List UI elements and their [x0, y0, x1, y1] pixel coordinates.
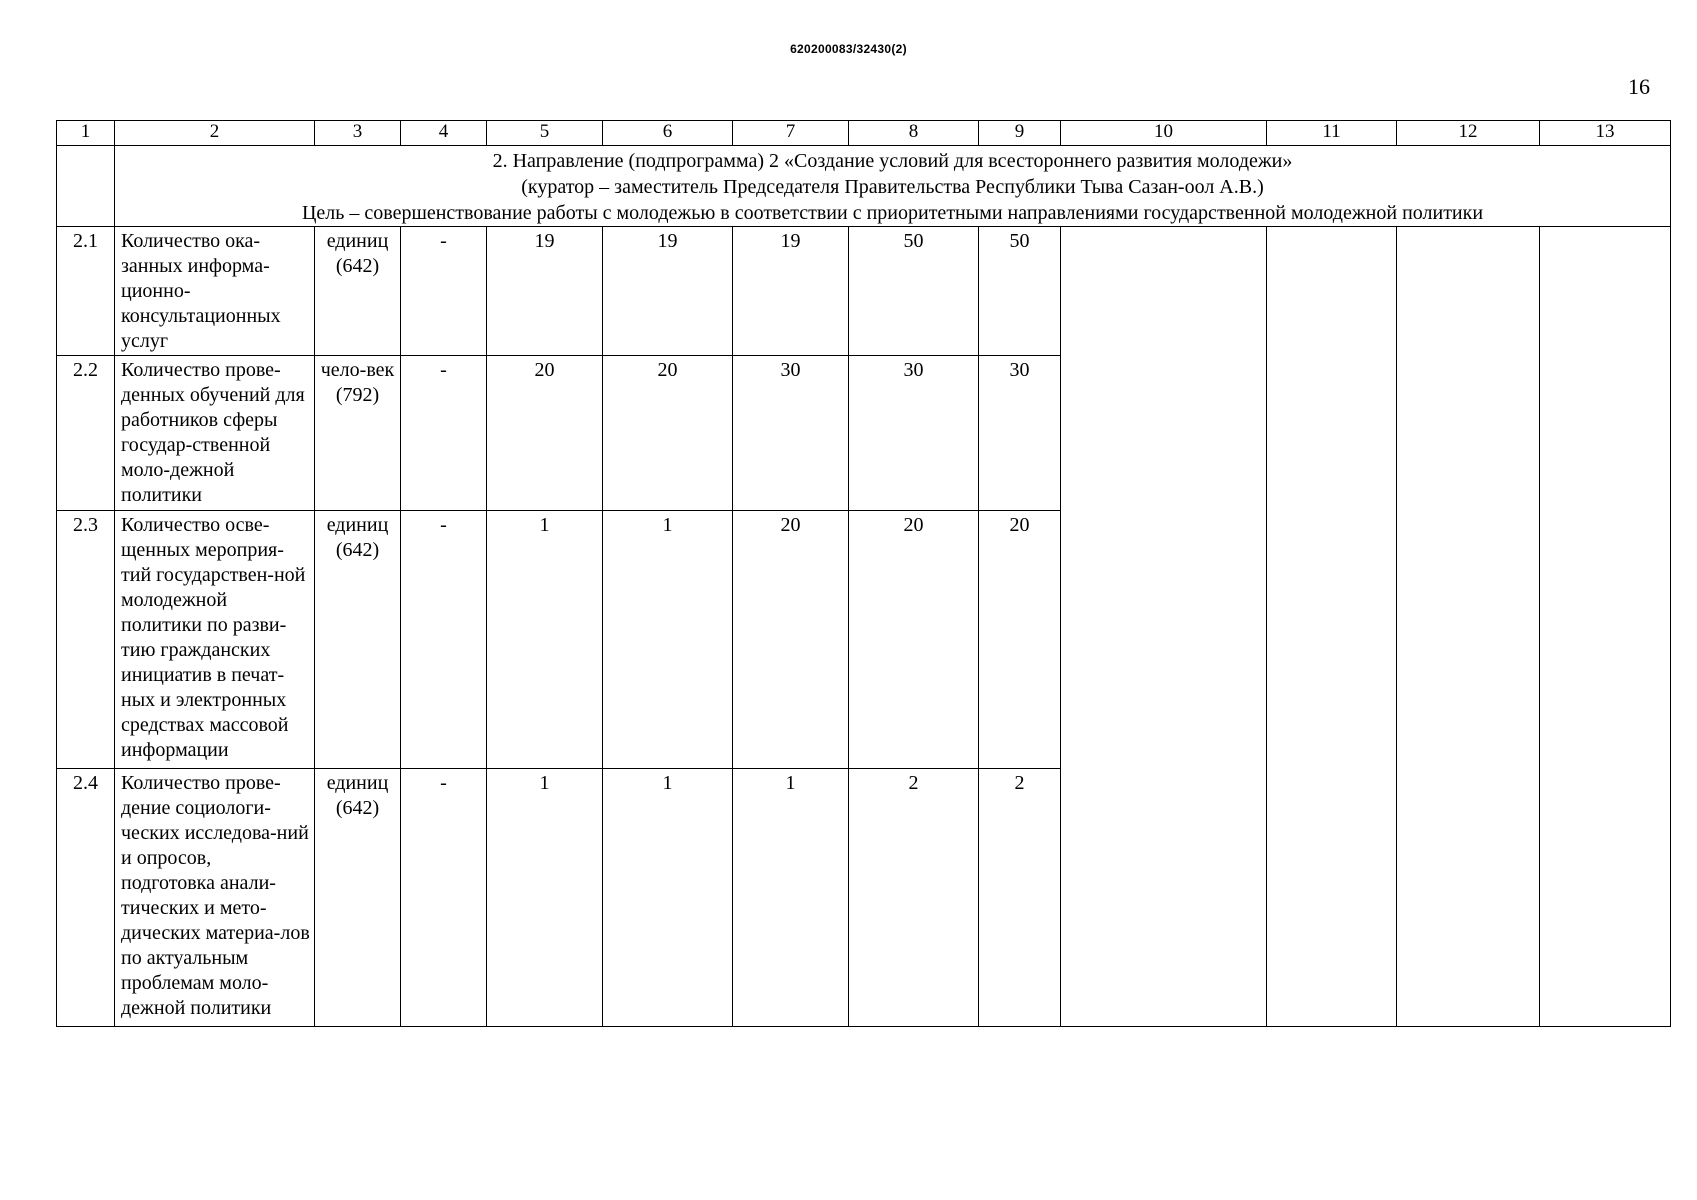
unit-cell: единиц (642)	[315, 227, 401, 356]
value-cell: 19	[733, 227, 849, 356]
empty-cell	[1267, 227, 1397, 1027]
empty-cell	[1061, 227, 1267, 1027]
unit-cell: чело-век (792)	[315, 356, 401, 511]
row-number: 2.4	[57, 769, 115, 1027]
value-cell: -	[401, 511, 487, 769]
value-cell: 1	[733, 769, 849, 1027]
column-header: 11	[1267, 121, 1397, 146]
column-number-row	[57, 121, 1671, 146]
value-cell: 19	[603, 227, 733, 356]
indicator-name: Количество прове-дение социологи-ческих исследова-ний и опросов, подготовка анали-тических и мето-дических материа-лов по актуальным проблемам моло-дежной политики	[115, 769, 315, 1027]
row-number: 2.3	[57, 511, 115, 769]
value-cell: 1	[603, 511, 733, 769]
value-cell: 1	[487, 511, 603, 769]
value-cell: 30	[979, 356, 1061, 511]
column-header: 1	[57, 121, 115, 146]
value-cell: 50	[849, 227, 979, 356]
column-header: 4	[401, 121, 487, 146]
value-cell: -	[401, 227, 487, 356]
value-cell: -	[401, 769, 487, 1027]
indicator-name: Количество прове-денных обучений для работников сферы государ-ственной моло-дежной политики	[115, 356, 315, 511]
indicator-name: Количество осве-щенных мероприя-тий государствен-ной молодежной политики по разви-тию гражданских инициатив в печат-ных и электронных средствах массовой информации	[115, 511, 315, 769]
empty-cell	[1397, 227, 1540, 1027]
value-cell: 20	[487, 356, 603, 511]
section-goal: Цель – совершенствование работы с молодежью в соответствии с приоритетными направлениями государственной молодежной политики	[301, 202, 1484, 224]
section-empty-cell	[57, 146, 115, 227]
empty-cell	[1540, 227, 1671, 1027]
column-header: 12	[1397, 121, 1540, 146]
value-cell: -	[401, 356, 487, 511]
value-cell: 20	[603, 356, 733, 511]
section-title: 2. Направление (подпрограмма) 2 «Создание условий для всестороннего развития молодежи»	[492, 150, 1293, 172]
unit-cell: единиц (642)	[315, 511, 401, 769]
value-cell: 19	[487, 227, 603, 356]
value-cell: 20	[733, 511, 849, 769]
indicators-table	[56, 120, 1671, 1027]
document-id: 620200083/32430(2)	[790, 42, 907, 56]
value-cell: 30	[733, 356, 849, 511]
column-header: 13	[1540, 121, 1671, 146]
row-number: 2.1	[57, 227, 115, 356]
value-cell: 20	[979, 511, 1061, 769]
column-header: 8	[849, 121, 979, 146]
section-curator: (куратор – заместитель Председателя Правительства Республики Тыва Сазан-оол А.В.)	[521, 176, 1264, 198]
value-cell: 50	[979, 227, 1061, 356]
table-row	[57, 227, 1671, 356]
value-cell: 2	[849, 769, 979, 1027]
value-cell: 2	[979, 769, 1061, 1027]
row-number: 2.2	[57, 356, 115, 511]
column-header: 9	[979, 121, 1061, 146]
column-header: 5	[487, 121, 603, 146]
column-header: 2	[115, 121, 315, 146]
value-cell: 1	[603, 769, 733, 1027]
indicator-name: Количество ока-занных информа-ционно-консультационных услуг	[115, 227, 315, 356]
page-number: 16	[1628, 74, 1650, 99]
column-header: 10	[1061, 121, 1267, 146]
value-cell: 30	[849, 356, 979, 511]
column-header: 6	[603, 121, 733, 146]
column-header: 7	[733, 121, 849, 146]
section-header-row	[57, 146, 1671, 227]
column-header: 3	[315, 121, 401, 146]
value-cell: 1	[487, 769, 603, 1027]
section-title-cell	[115, 146, 1671, 227]
value-cell: 20	[849, 511, 979, 769]
unit-cell: единиц (642)	[315, 769, 401, 1027]
